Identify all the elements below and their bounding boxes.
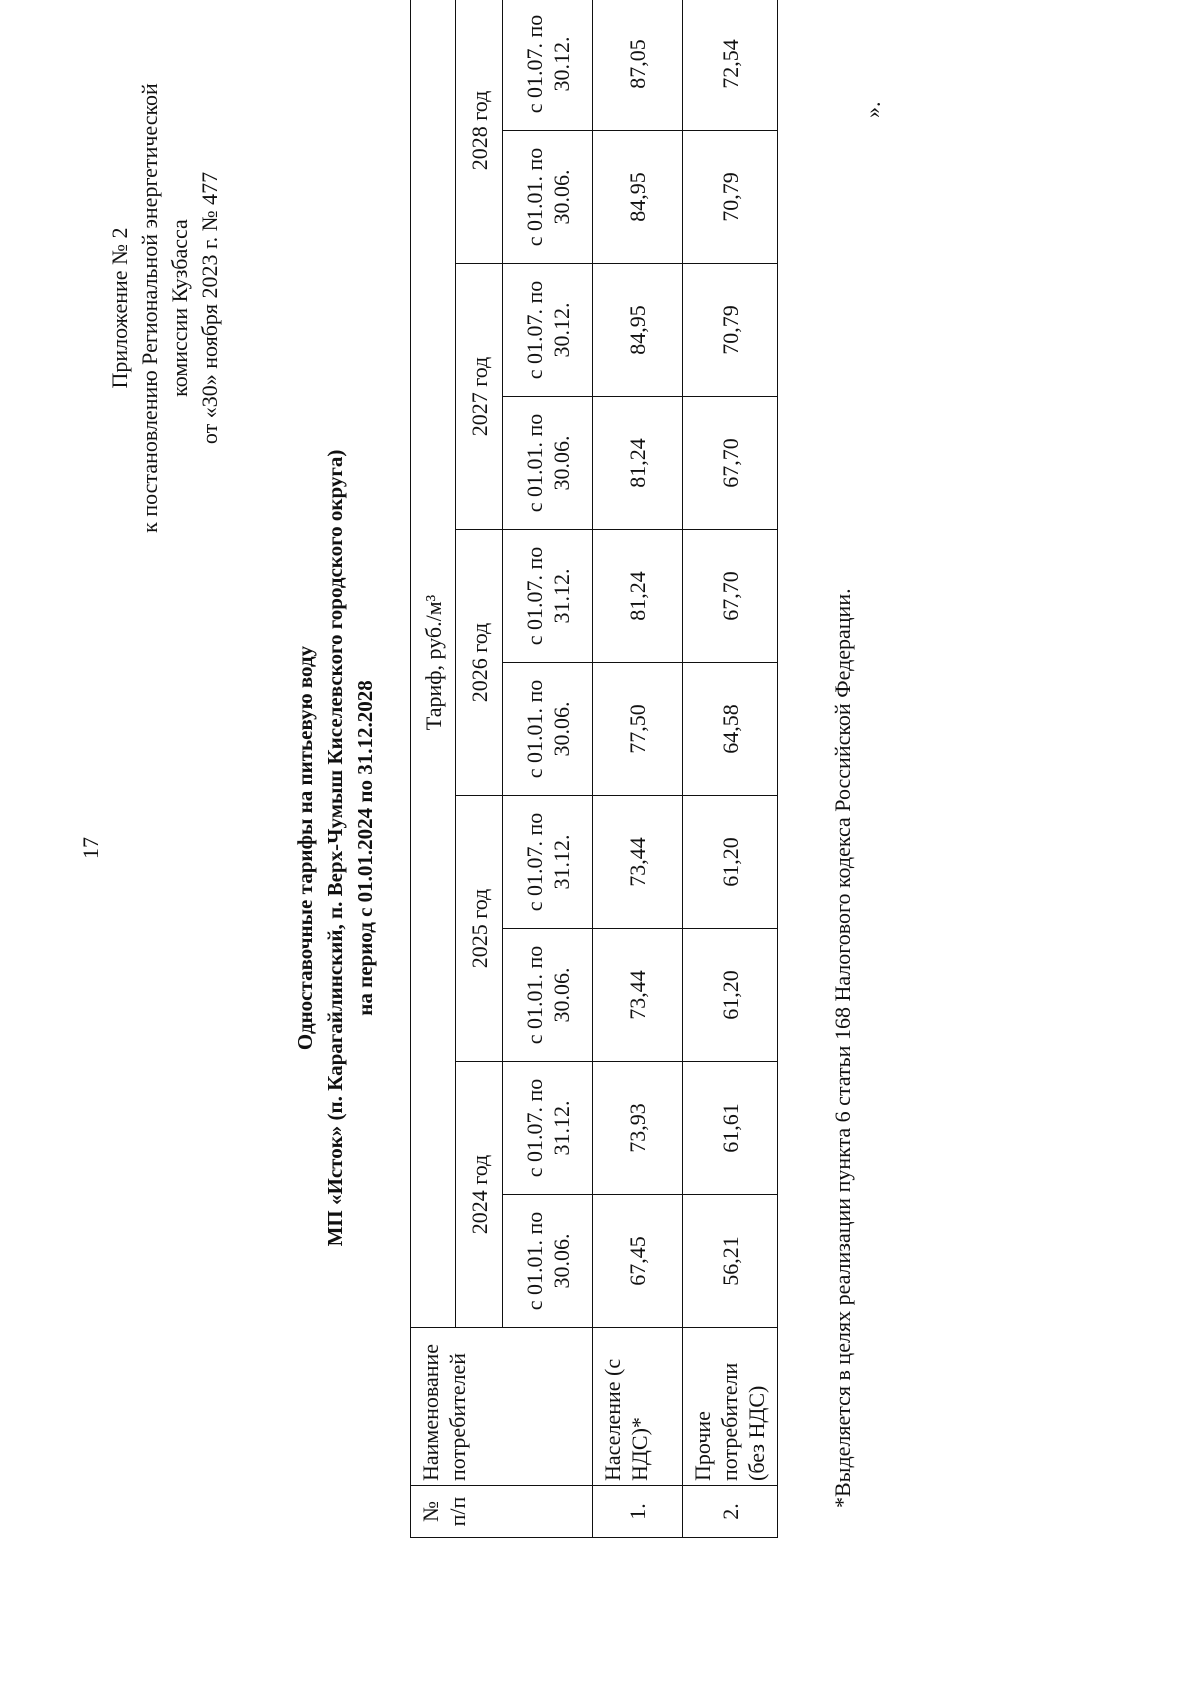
tariff-value: 64,58 [683,663,778,796]
header-period: с 01.01. по 30.06. [503,663,593,796]
tariff-value: 73,44 [593,796,683,929]
appendix-line: комиссии Кузбасса [167,219,192,397]
header-row-periods [503,0,593,1538]
closing-quote: ». [860,101,885,118]
header-year: 2027 год [456,264,503,530]
header-row-1 [411,0,456,1538]
page-number: 17 [78,837,103,859]
header-number: № п/п [411,1486,593,1538]
consumer-name: Прочие потребители (без НДС) [683,1328,778,1486]
header-tariff: Тариф, руб./м³ [411,0,456,1328]
title-line: МП «Исток» (п. Карагайлинский, п. Верх-Чумыш Киселевского городского округа) [323,449,347,1247]
tariff-value: 73,93 [593,1062,683,1195]
tariff-value: 81,24 [593,397,683,530]
row-number: 1. [593,1486,683,1538]
header-year: 2028 год [456,0,503,264]
consumer-name: Население (с НДС)* [593,1328,683,1486]
header-row-years [456,0,503,1538]
footnote: *Выделяется в целях реализации пункта 6 статьи 168 Налогового кодекса Российской Федерации. [830,588,855,1508]
header-consumer-name: Наименование потребителей [411,1328,593,1486]
tariff-value: 61,20 [683,796,778,929]
appendix-line: от «30» ноября 2023 г. № 477 [197,171,222,445]
tariff-value: 84,95 [593,131,683,264]
header-period: с 01.01. по 30.06. [503,397,593,530]
tariff-value: 67,70 [683,397,778,530]
tariff-table [410,0,778,1538]
appendix-line: к постановлению Региональной энергетической [137,83,162,533]
header-period: с 01.01. по 30.06. [503,131,593,264]
header-year: 2024 год [456,1062,503,1328]
tariff-value: 77,50 [593,663,683,796]
header-period: с 01.07. по 31.12. [503,530,593,663]
tariff-value: 81,24 [593,530,683,663]
header-period: с 01.07. по 30.12. [503,264,593,397]
tariff-value: 72,54 [683,0,778,131]
tariff-value: 73,44 [593,929,683,1062]
tariff-value: 61,20 [683,929,778,1062]
header-year: 2026 год [456,530,503,796]
header-period: с 01.01. по 30.06. [503,929,593,1062]
header-period: с 01.07. по 31.12. [503,796,593,929]
tariff-value: 70,79 [683,131,778,264]
header-period: с 01.07. по 31.12. [503,1062,593,1195]
tariff-value: 56,21 [683,1195,778,1328]
row-number: 2. [683,1486,778,1538]
appendix-header [105,78,225,538]
header-year: 2025 год [456,796,503,1062]
table-row [593,0,683,1538]
tariff-value: 70,79 [683,264,778,397]
tariff-value: 67,45 [593,1195,683,1328]
header-period: с 01.07. по 30.12. [503,0,593,131]
table-row [683,0,778,1538]
tariff-value: 67,70 [683,530,778,663]
header-period: с 01.01. по 30.06. [503,1195,593,1328]
tariff-value: 87,05 [593,0,683,131]
document-title [290,148,380,1548]
title-line: на период с 01.01.2024 по 31.12.2028 [353,680,377,1016]
tariff-value: 61,61 [683,1062,778,1195]
title-line: Одноставочные тарифы на питьевую воду [293,645,317,1051]
appendix-line: Приложение № 2 [107,227,132,389]
tariff-value: 84,95 [593,264,683,397]
